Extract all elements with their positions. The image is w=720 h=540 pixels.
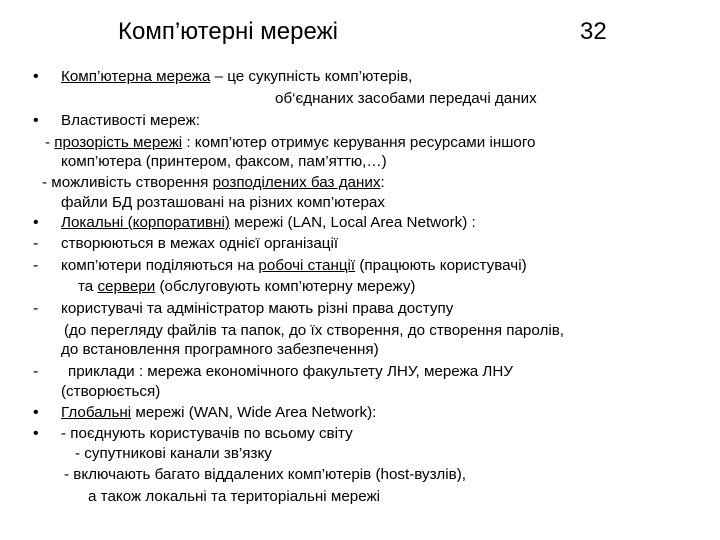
line-21: а також локальні та територіальні мережі bbox=[88, 488, 381, 505]
bullet-marker: • bbox=[33, 68, 39, 85]
line-11-rest: (обслуговують комп’ютерну мережу) bbox=[155, 278, 416, 295]
line-9: створюються в межах однієї організації bbox=[61, 235, 339, 252]
line-12: користувачі та адміністратор мають різні права доступу bbox=[61, 300, 454, 317]
line-10-text: комп’ютери поділяються на bbox=[61, 257, 259, 274]
line-19: - супутникові канали зв’язку bbox=[75, 445, 272, 462]
term-computer-network[interactable]: Комп’ютерна мережа bbox=[61, 68, 211, 85]
line-16: (створюється) bbox=[61, 383, 161, 400]
line-14: до встановлення програмного забезпечення) bbox=[61, 341, 379, 358]
line-20: - включають багато віддалених комп’ютерів (host-вузлів), bbox=[64, 466, 466, 483]
line-6-text: - можливість створення bbox=[42, 174, 213, 191]
term-network-transparency[interactable]: прозорість мережі bbox=[54, 134, 183, 151]
line-17-text: мережі (WAN, Wide Area Network): bbox=[131, 404, 377, 421]
line-17 bbox=[61, 404, 376, 422]
line-11 bbox=[78, 278, 415, 296]
term-global-networks[interactable]: Глобальні bbox=[61, 404, 132, 421]
line-1-text: – це сукупність комп’ютерів, bbox=[210, 68, 413, 85]
bullet-marker: • bbox=[33, 404, 39, 421]
term-distributed-databases[interactable]: розподілених баз даних bbox=[212, 174, 381, 191]
line-6 bbox=[42, 174, 385, 192]
line-15: приклади : мережа економічного факультету ЛНУ, мережа ЛНУ bbox=[68, 363, 513, 380]
line-4-text: : комп’ютер отримує керування ресурсами іншого bbox=[182, 134, 536, 151]
line-18: - поєднують користувачів по всьому світу bbox=[61, 425, 353, 442]
line-5: комп’ютера (принтером, факсом, пам’яттю,…) bbox=[61, 153, 387, 170]
dash-marker: - bbox=[33, 235, 39, 252]
line-8-text: мережі (LAN, Local Area Network) : bbox=[229, 214, 476, 231]
line-4-dash: - bbox=[45, 134, 55, 151]
line-4 bbox=[45, 134, 536, 152]
dash-marker: - bbox=[33, 300, 39, 317]
line-8 bbox=[61, 214, 476, 232]
line-1 bbox=[61, 68, 412, 86]
dash-marker: - bbox=[33, 363, 39, 380]
dash-marker: - bbox=[33, 257, 39, 274]
line-13: (до перегляду файлів та папок, до їх створення, до створення паролів, bbox=[64, 322, 565, 339]
page-number: 32 bbox=[580, 18, 607, 45]
bullet-marker: • bbox=[33, 425, 39, 442]
line-2: об‘єднаних засобами передачі даних bbox=[275, 90, 537, 107]
line-10-rest: (працюють користувачі) bbox=[355, 257, 527, 274]
slide-title: Комп’ютерні мережі bbox=[118, 18, 338, 45]
term-servers[interactable]: сервери bbox=[97, 278, 156, 295]
line-7: файли БД розташовані на різних комп’ютерах bbox=[61, 194, 385, 211]
term-local-networks[interactable]: Локальні (корпоративні) bbox=[61, 214, 230, 231]
line-3: Властивості мереж: bbox=[61, 112, 200, 129]
line-6-colon: : bbox=[380, 174, 385, 191]
line-10 bbox=[61, 257, 527, 275]
term-workstations[interactable]: робочі станції bbox=[258, 257, 356, 274]
bullet-marker: • bbox=[33, 214, 39, 231]
line-11-text: та bbox=[78, 278, 98, 295]
bullet-marker: • bbox=[33, 112, 39, 129]
